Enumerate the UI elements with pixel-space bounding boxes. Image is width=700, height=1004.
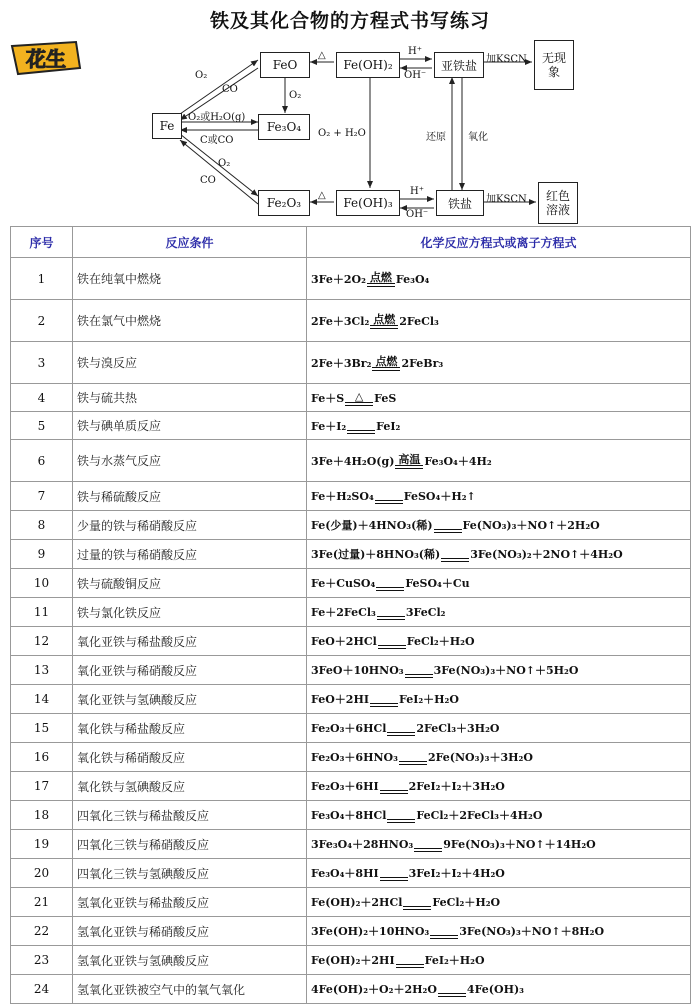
node-feoh2: Fe(OH)₂ bbox=[336, 52, 400, 78]
row-index: 22 bbox=[11, 917, 73, 946]
label-o2-bottom: O₂ bbox=[218, 158, 231, 169]
row-equation bbox=[307, 772, 691, 801]
equation-products: FeI₂＋H₂O bbox=[398, 693, 459, 706]
row-equation bbox=[307, 412, 691, 440]
row-equation bbox=[307, 440, 691, 482]
node-feoh3: Fe(OH)₃ bbox=[336, 190, 400, 216]
table-row bbox=[11, 540, 691, 569]
equation-reactants: Fe(少量)＋4HNO₃(稀) bbox=[311, 519, 433, 532]
equation-equals-sign bbox=[441, 558, 469, 562]
equation-reactants: FeO＋2HI bbox=[311, 693, 369, 706]
equation-equals-sign bbox=[387, 732, 415, 736]
table-row bbox=[11, 946, 691, 975]
double-bar bbox=[377, 616, 405, 620]
row-index: 3 bbox=[11, 342, 73, 384]
table-row bbox=[11, 656, 691, 685]
equation-reactants: 3Fe＋2O₂ bbox=[311, 272, 366, 286]
row-index: 8 bbox=[11, 511, 73, 540]
row-equation bbox=[307, 888, 691, 917]
row-equation bbox=[307, 258, 691, 300]
double-bar bbox=[399, 761, 427, 765]
label-h-top: H⁺ bbox=[408, 46, 422, 57]
label-kscn-bottom: 加KSCN bbox=[486, 194, 527, 205]
row-index: 12 bbox=[11, 627, 73, 656]
equation-reactants: Fe₂O₃＋6HCl bbox=[311, 722, 387, 735]
equation-products: FeCl₂＋2FeCl₃＋4H₂O bbox=[416, 809, 543, 822]
row-condition: 四氧化三铁与稀硝酸反应 bbox=[73, 830, 307, 859]
row-equation bbox=[307, 946, 691, 975]
node-fe2o3: Fe₂O₃ bbox=[258, 190, 310, 216]
equation-equals-sign bbox=[375, 500, 403, 504]
equation-reactants: 3Fe₃O₄＋28HNO₃ bbox=[311, 838, 414, 851]
equation-products: FeI₂＋H₂O bbox=[424, 954, 485, 967]
double-bar bbox=[387, 732, 415, 736]
double-bar bbox=[430, 935, 458, 939]
row-equation bbox=[307, 598, 691, 627]
label-reduction: 还原 bbox=[426, 132, 446, 143]
row-condition: 四氧化三铁与稀盐酸反应 bbox=[73, 801, 307, 830]
double-bar bbox=[370, 325, 398, 329]
equation-products: FeS bbox=[374, 391, 397, 405]
label-kscn-top: 加KSCN bbox=[486, 54, 527, 65]
row-index: 9 bbox=[11, 540, 73, 569]
row-condition: 铁与碘单质反应 bbox=[73, 412, 307, 440]
table-row bbox=[11, 859, 691, 888]
equation-equals-sign bbox=[387, 819, 415, 823]
label-delta-top: △ bbox=[318, 50, 326, 61]
equation-equals-sign bbox=[438, 993, 466, 997]
double-bar bbox=[378, 645, 406, 649]
table-row bbox=[11, 258, 691, 300]
equations-table bbox=[10, 226, 691, 1004]
equation-equals-sign bbox=[347, 430, 375, 434]
row-index: 18 bbox=[11, 801, 73, 830]
equation-products: 3Fe(NO₃)₂＋2NO↑＋4H₂O bbox=[470, 548, 623, 561]
row-equation bbox=[307, 342, 691, 384]
double-bar bbox=[376, 587, 404, 591]
equation-reactants: 3Fe(OH)₂＋10HNO₃ bbox=[311, 925, 430, 938]
row-condition: 铁与水蒸气反应 bbox=[73, 440, 307, 482]
header-equation: 化学反应方程式或离子方程式 bbox=[307, 227, 691, 258]
equation-reactants: Fe₃O₄＋8HI bbox=[311, 867, 379, 880]
row-index: 24 bbox=[11, 975, 73, 1004]
row-equation bbox=[307, 859, 691, 888]
equation-products: FeI₂ bbox=[376, 419, 401, 433]
equation-reactants: Fe＋I₂ bbox=[311, 419, 347, 433]
row-condition: 铁与硫酸铜反应 bbox=[73, 569, 307, 598]
equation-products: 3FeI₂＋I₂＋4H₂O bbox=[408, 867, 505, 880]
table-row bbox=[11, 772, 691, 801]
row-condition: 氢氧化亚铁与氢碘酸反应 bbox=[73, 946, 307, 975]
row-condition: 氧化铁与氢碘酸反应 bbox=[73, 772, 307, 801]
row-equation bbox=[307, 569, 691, 598]
table-row bbox=[11, 801, 691, 830]
equation-products: 3FeCl₂ bbox=[405, 606, 446, 619]
node-red-solution: 红色溶液 bbox=[538, 182, 578, 224]
row-index: 14 bbox=[11, 685, 73, 714]
equation-equals-sign bbox=[370, 703, 398, 707]
label-o2-mid: O₂ bbox=[289, 90, 302, 101]
double-bar bbox=[414, 848, 442, 852]
row-condition: 铁与稀硫酸反应 bbox=[73, 482, 307, 511]
equation-equals-sign bbox=[380, 790, 408, 794]
equation-reactants: Fe(OH)₂＋2HCl bbox=[311, 896, 403, 909]
reaction-condition: 点燃 bbox=[375, 354, 398, 368]
double-bar bbox=[395, 465, 423, 469]
node-feo: FeO bbox=[260, 52, 310, 78]
table-row bbox=[11, 888, 691, 917]
equation-products: 2FeBr₃ bbox=[401, 356, 444, 370]
row-index: 10 bbox=[11, 569, 73, 598]
label-oh-top: OH⁻ bbox=[404, 70, 427, 81]
equation-equals-sign bbox=[434, 529, 462, 533]
equation-products: 2FeI₂＋I₂＋3H₂O bbox=[408, 780, 505, 793]
reaction-condition: 点燃 bbox=[373, 312, 396, 326]
double-bar bbox=[370, 703, 398, 707]
equation-products: FeSO₄＋Cu bbox=[405, 577, 470, 590]
equation-reactants: 2Fe＋3Br₂ bbox=[311, 356, 372, 370]
equation-equals-sign bbox=[370, 314, 398, 329]
row-condition: 少量的铁与稀硝酸反应 bbox=[73, 511, 307, 540]
equation-products: Fe₃O₄＋4H₂ bbox=[424, 454, 492, 468]
row-index: 15 bbox=[11, 714, 73, 743]
row-index: 23 bbox=[11, 946, 73, 975]
table-row bbox=[11, 830, 691, 859]
reaction-condition: △ bbox=[354, 389, 364, 403]
table-row bbox=[11, 440, 691, 482]
equation-equals-sign bbox=[399, 761, 427, 765]
equation-products: FeCl₂＋H₂O bbox=[406, 635, 475, 648]
label-oh-bottom: OH⁻ bbox=[406, 209, 429, 220]
label-c-co: C或CO bbox=[200, 135, 234, 146]
equation-products: 3Fe(NO₃)₃＋NO↑＋8H₂O bbox=[459, 925, 605, 938]
double-bar bbox=[438, 993, 466, 997]
row-index: 5 bbox=[11, 412, 73, 440]
row-condition: 铁与溴反应 bbox=[73, 342, 307, 384]
equation-products: FeSO₄＋H₂↑ bbox=[403, 490, 476, 503]
table-row bbox=[11, 569, 691, 598]
table-header-row bbox=[11, 227, 691, 258]
row-index: 11 bbox=[11, 598, 73, 627]
label-h-bottom: H⁺ bbox=[410, 186, 424, 197]
row-index: 19 bbox=[11, 830, 73, 859]
table-row bbox=[11, 917, 691, 946]
equation-reactants: Fe₂O₃＋6HNO₃ bbox=[311, 751, 398, 764]
equation-products: 3Fe(NO₃)₃＋NO↑＋5H₂O bbox=[433, 664, 579, 677]
label-oxidation: 氧化 bbox=[468, 132, 488, 143]
reaction-condition: 高温 bbox=[398, 452, 421, 466]
equation-reactants: Fe＋S bbox=[311, 391, 345, 405]
row-index: 17 bbox=[11, 772, 73, 801]
equation-reactants: Fe₃O₄＋8HCl bbox=[311, 809, 387, 822]
equation-equals-sign bbox=[377, 616, 405, 620]
equation-reactants: Fe＋CuSO₄ bbox=[311, 577, 376, 590]
table-row bbox=[11, 685, 691, 714]
row-condition: 氧化亚铁与氢碘酸反应 bbox=[73, 685, 307, 714]
table-row bbox=[11, 384, 691, 412]
equation-equals-sign bbox=[405, 674, 433, 678]
row-condition: 铁与氯化铁反应 bbox=[73, 598, 307, 627]
equation-reactants: 3Fe(过量)＋8HNO₃(稀) bbox=[311, 548, 441, 561]
reaction-condition: 点燃 bbox=[369, 270, 392, 284]
double-bar bbox=[367, 283, 395, 287]
equation-equals-sign bbox=[380, 877, 408, 881]
row-index: 7 bbox=[11, 482, 73, 511]
equation-reactants: Fe(OH)₂＋2HI bbox=[311, 954, 395, 967]
row-condition: 氢氧化亚铁与稀盐酸反应 bbox=[73, 888, 307, 917]
row-condition: 氧化铁与稀盐酸反应 bbox=[73, 714, 307, 743]
row-condition: 氧化铁与稀硝酸反应 bbox=[73, 743, 307, 772]
row-condition: 四氧化三铁与氢碘酸反应 bbox=[73, 859, 307, 888]
double-bar bbox=[405, 674, 433, 678]
label-delta-bottom: △ bbox=[318, 190, 326, 201]
equation-equals-sign bbox=[372, 356, 400, 371]
row-equation bbox=[307, 384, 691, 412]
equation-reactants: Fe＋H₂SO₄ bbox=[311, 490, 374, 503]
equation-products: FeCl₂＋H₂O bbox=[432, 896, 501, 909]
table-row bbox=[11, 975, 691, 1004]
row-equation bbox=[307, 801, 691, 830]
equation-equals-sign bbox=[367, 272, 395, 287]
equation-reactants: 2Fe＋3Cl₂ bbox=[311, 314, 370, 328]
row-condition: 铁在纯氧中燃烧 bbox=[73, 258, 307, 300]
double-bar bbox=[372, 367, 400, 371]
row-equation bbox=[307, 685, 691, 714]
row-condition: 铁与硫共热 bbox=[73, 384, 307, 412]
double-bar bbox=[396, 964, 424, 968]
equation-reactants: 3FeO＋10HNO₃ bbox=[311, 664, 404, 677]
header-condition: 反应条件 bbox=[73, 227, 307, 258]
double-bar bbox=[345, 402, 373, 406]
row-equation bbox=[307, 830, 691, 859]
table-row bbox=[11, 511, 691, 540]
row-equation bbox=[307, 975, 691, 1004]
row-condition: 铁在氯气中燃烧 bbox=[73, 300, 307, 342]
equation-reactants: FeO＋2HCl bbox=[311, 635, 377, 648]
row-equation bbox=[307, 540, 691, 569]
row-index: 21 bbox=[11, 888, 73, 917]
row-index: 1 bbox=[11, 258, 73, 300]
double-bar bbox=[387, 819, 415, 823]
row-index: 20 bbox=[11, 859, 73, 888]
page-title: 铁及其化合物的方程式书写练习 bbox=[209, 10, 490, 32]
equation-equals-sign bbox=[378, 645, 406, 649]
table-body bbox=[11, 258, 691, 1004]
double-bar bbox=[380, 877, 408, 881]
double-bar bbox=[403, 906, 431, 910]
row-index: 6 bbox=[11, 440, 73, 482]
label-o2-h2o-mid: O₂ + H₂O bbox=[318, 128, 366, 139]
row-equation bbox=[307, 743, 691, 772]
table-row bbox=[11, 482, 691, 511]
equation-equals-sign bbox=[376, 587, 404, 591]
equation-equals-sign bbox=[414, 848, 442, 852]
table-row bbox=[11, 300, 691, 342]
equation-products: 2FeCl₃ bbox=[399, 314, 439, 328]
node-ferric-salt: 铁盐 bbox=[436, 190, 484, 216]
equation-products: Fe₃O₄ bbox=[395, 272, 430, 286]
row-condition: 氧化亚铁与稀硝酸反应 bbox=[73, 656, 307, 685]
equation-products: 2Fe(NO₃)₃＋3H₂O bbox=[427, 751, 533, 764]
row-equation bbox=[307, 656, 691, 685]
equation-reactants: Fe₂O₃＋6HI bbox=[311, 780, 379, 793]
equation-equals-sign bbox=[345, 391, 373, 406]
row-equation bbox=[307, 627, 691, 656]
row-condition: 过量的铁与稀硝酸反应 bbox=[73, 540, 307, 569]
row-index: 13 bbox=[11, 656, 73, 685]
iron-conversion-diagram bbox=[0, 0, 700, 225]
row-condition: 氧化亚铁与稀盐酸反应 bbox=[73, 627, 307, 656]
equation-equals-sign bbox=[396, 964, 424, 968]
row-condition: 氢氧化亚铁被空气中的氧气氧化 bbox=[73, 975, 307, 1004]
logo-text: 花生 bbox=[26, 47, 66, 71]
equation-reactants: 4Fe(OH)₂＋O₂＋2H₂O bbox=[311, 983, 437, 996]
table-row bbox=[11, 627, 691, 656]
node-ferrous-salt: 亚铁盐 bbox=[434, 52, 484, 78]
equation-products: 9Fe(NO₃)₃＋NO↑＋14H₂O bbox=[443, 838, 596, 851]
equation-products: 2FeCl₃＋3H₂O bbox=[416, 722, 500, 735]
equation-equals-sign bbox=[430, 935, 458, 939]
equation-equals-sign bbox=[395, 454, 423, 469]
row-index: 16 bbox=[11, 743, 73, 772]
double-bar bbox=[441, 558, 469, 562]
equation-reactants: Fe＋2FeCl₃ bbox=[311, 606, 376, 619]
equation-products: 4Fe(OH)₃ bbox=[466, 983, 524, 996]
double-bar bbox=[347, 430, 375, 434]
table-row bbox=[11, 598, 691, 627]
label-co-bottom: CO bbox=[200, 175, 216, 186]
row-equation bbox=[307, 482, 691, 511]
row-index: 4 bbox=[11, 384, 73, 412]
equation-equals-sign bbox=[403, 906, 431, 910]
row-equation bbox=[307, 917, 691, 946]
double-bar bbox=[380, 790, 408, 794]
row-equation bbox=[307, 300, 691, 342]
row-equation bbox=[307, 511, 691, 540]
node-fe: Fe bbox=[152, 113, 182, 139]
header-index: 序号 bbox=[11, 227, 73, 258]
row-equation bbox=[307, 714, 691, 743]
double-bar bbox=[434, 529, 462, 533]
row-index: 2 bbox=[11, 300, 73, 342]
table-row bbox=[11, 342, 691, 384]
equation-reactants: 3Fe＋4H₂O(g) bbox=[311, 454, 395, 468]
row-condition: 氢氧化亚铁与稀硝酸反应 bbox=[73, 917, 307, 946]
table-row bbox=[11, 412, 691, 440]
equation-products: Fe(NO₃)₃＋NO↑＋2H₂O bbox=[462, 519, 600, 532]
table-row bbox=[11, 714, 691, 743]
label-o2-top: O₂ bbox=[195, 70, 208, 81]
label-co-top: CO bbox=[222, 84, 238, 95]
table-row bbox=[11, 743, 691, 772]
node-no-change: 无现象 bbox=[534, 40, 574, 90]
double-bar bbox=[375, 500, 403, 504]
label-o2-h2o: O₂或H₂O(g) bbox=[188, 112, 246, 123]
node-fe3o4: Fe₃O₄ bbox=[258, 114, 310, 140]
